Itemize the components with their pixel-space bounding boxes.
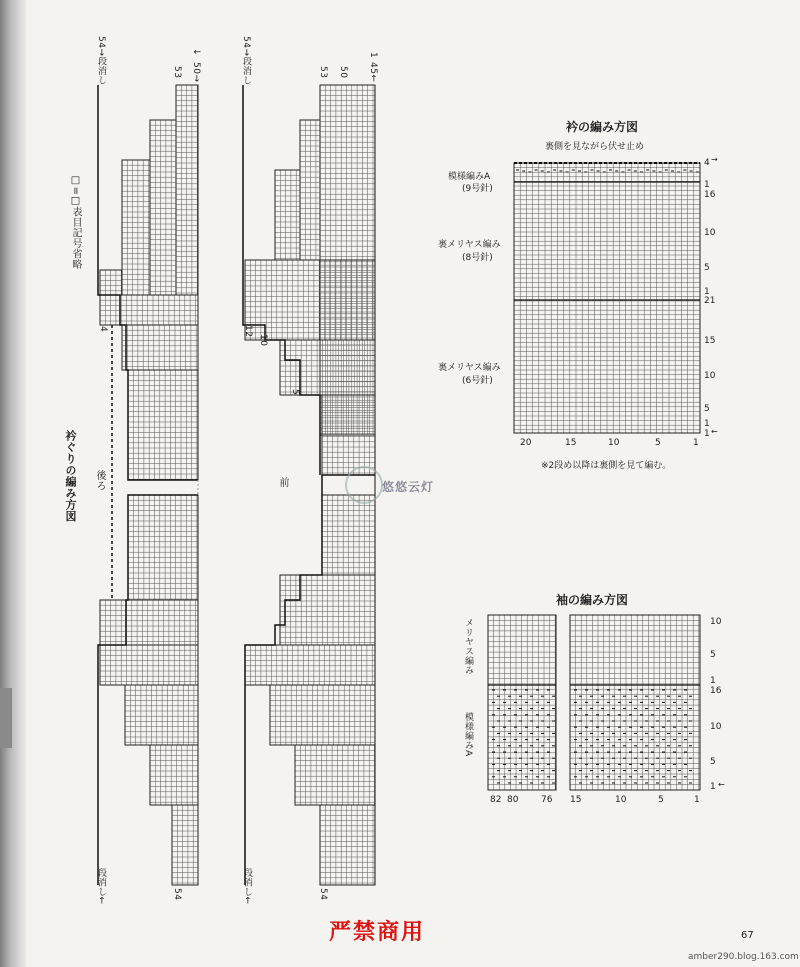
back-top-arrow: ↓ xyxy=(191,48,201,57)
back-top-num-50: 50→ xyxy=(191,62,201,83)
collar-rev-st-6: 裏メリヤス編み xyxy=(438,363,501,373)
no-commercial-watermark: 严禁商用 xyxy=(329,920,426,945)
page-number: 67 xyxy=(741,930,754,941)
sleeve-row-10a: 10 xyxy=(710,617,722,627)
back-lower-body-grid xyxy=(128,495,198,600)
collar-pattern-a-needle: (9号針) xyxy=(462,184,493,194)
back-label: 後ろ xyxy=(94,470,105,491)
collar-arrow-bottom: ← xyxy=(711,427,718,436)
collar-grid xyxy=(514,163,700,433)
collar-needle-8: (8号針) xyxy=(462,253,493,263)
front-bottom-grid-d xyxy=(320,805,375,885)
sleeve-row-1b: 1 xyxy=(710,782,716,792)
back-top-grid-d xyxy=(100,270,122,295)
collar-col-15: 15 xyxy=(565,438,577,448)
back-step-grid-2-border xyxy=(100,600,198,645)
collar-row-1b: 1 xyxy=(704,287,710,297)
front-bottom-grid-c xyxy=(295,745,375,805)
back-bottom-grid-b xyxy=(125,685,198,745)
front-center-grid-2 xyxy=(322,495,375,575)
back-shoulder-grid xyxy=(100,295,198,325)
blog-url: amber290.blog.163.com xyxy=(688,952,799,962)
sleeve-col-5: 5 xyxy=(658,795,664,805)
back-top-note: 54→段消し xyxy=(96,36,106,85)
front-lower-neck-grid xyxy=(280,575,375,645)
back-bottom-grid-c xyxy=(150,745,198,805)
sleeve-chart-title: 袖の編み方図 xyxy=(556,593,629,607)
sleeve-col-10: 10 xyxy=(615,795,627,805)
back-row-mark: 4 xyxy=(98,326,108,333)
collar-row-21: 21 xyxy=(704,296,716,306)
collar-row-16: 16 xyxy=(704,190,716,200)
sleeve-col-15: 15 xyxy=(570,795,582,805)
back-bottom-grid-d-border xyxy=(172,805,198,885)
collar-col-10: 10 xyxy=(608,438,620,448)
back-bottom-grid-c-border xyxy=(150,745,198,805)
collar-row-5b: 5 xyxy=(704,404,710,414)
back-top-num-53: 53 xyxy=(172,66,182,79)
front-row-mark-5: 5 xyxy=(290,389,300,396)
collar-row-15: 15 xyxy=(704,336,716,346)
front-top-grid-b xyxy=(300,120,320,260)
front-bottom-grid-b xyxy=(270,685,375,745)
collar-row-1c: 1 xyxy=(704,419,710,429)
back-top-grid-d-border xyxy=(100,270,122,295)
collar-row-4: 4 xyxy=(704,158,710,168)
front-top-arrow: 1 xyxy=(368,52,378,59)
front-bottom-note: 段消し← xyxy=(242,868,252,905)
symbol-legend: □=□表目記号省略 xyxy=(70,175,81,270)
back-bottom-grid-a xyxy=(100,645,198,685)
front-top-num-50: 50 xyxy=(338,66,348,79)
collar-top-note: 裏側を見ながら伏せ止め xyxy=(545,142,645,152)
collar-col-5: 5 xyxy=(655,438,661,448)
sleeve-stockinette: メリヤス編み xyxy=(463,618,473,675)
front-top-grid-c xyxy=(275,170,300,260)
sleeve-pattern-a: 模様編みA xyxy=(463,712,473,757)
back-step-grid-2 xyxy=(100,600,198,645)
front-row-mark-10: 10 xyxy=(258,334,268,347)
back-bottom-grid-b-border xyxy=(125,685,198,745)
logo-text: 悠悠云灯 xyxy=(382,480,435,494)
back-shoulder-grid-border xyxy=(100,295,198,325)
back-bottom-grid-a-border xyxy=(100,645,198,685)
back-upper-body-grid xyxy=(128,370,198,480)
front-bottom-grid-d-border xyxy=(320,805,375,885)
sleeve-row-10b: 10 xyxy=(710,722,722,732)
collar-needle-6: (6号針) xyxy=(462,376,493,386)
sleeve-col-82: 82 xyxy=(490,795,502,805)
back-top-grid-a-border xyxy=(176,85,198,295)
sleeve-arrow: ← xyxy=(718,780,725,789)
collar-col-1: 1 xyxy=(693,438,699,448)
sleeve-grid-left xyxy=(488,615,556,790)
front-top-num-45: 45← xyxy=(368,62,378,83)
collar-arrow-top: → xyxy=(711,155,718,164)
sleeve-row-1a: 1 xyxy=(710,676,716,686)
collar-rev-st-8: 裏メリヤス編み xyxy=(438,240,501,250)
front-top-note: 54→段消し xyxy=(241,36,251,85)
front-neck-grid-2 xyxy=(280,340,375,395)
collar-col-20: 20 xyxy=(520,438,532,448)
collar-row-1d: 1 xyxy=(704,429,710,439)
sleeve-row-16: 16 xyxy=(710,686,722,696)
collar-pattern-a: 模様編みA xyxy=(448,172,491,182)
sleeve-col-80: 80 xyxy=(507,795,519,805)
collar-row-1a: 1 xyxy=(704,180,710,190)
sleeve-row-5a: 5 xyxy=(710,650,716,660)
logo-icon xyxy=(345,466,383,504)
sleeve-col-76: 76 xyxy=(541,795,553,805)
front-bottom-num: 54 xyxy=(318,888,328,901)
collar-chart-title: 衿の編み方図 xyxy=(566,120,639,134)
front-bottom-grid-c-border xyxy=(295,745,375,805)
front-bottom-grid-a-border xyxy=(245,645,375,685)
back-step-grid-1-border xyxy=(122,325,198,370)
collar-row-5a: 5 xyxy=(704,263,710,273)
back-bottom-num: 54 xyxy=(172,888,182,901)
back-top-grid-b xyxy=(150,120,176,295)
back-top-grid-a xyxy=(176,85,198,295)
back-top-grid-c xyxy=(122,160,150,295)
back-step-grid-1 xyxy=(122,325,198,370)
neck-section-title: 衿ぐりの編み方図 xyxy=(64,430,77,522)
back-bottom-note: 段消し← xyxy=(96,868,106,905)
front-row-mark-12: 12 xyxy=(243,325,253,338)
back-bottom-grid-d xyxy=(172,805,198,885)
collar-row-10a: 10 xyxy=(704,228,716,238)
sleeve-grid-right xyxy=(570,615,700,790)
sleeve-row-5b: 5 xyxy=(710,757,716,767)
collar-footnote: ※2段め以降は裏側を見て編む。 xyxy=(541,461,672,471)
sleeve-col-1: 1 xyxy=(694,795,700,805)
front-bottom-grid-a xyxy=(245,645,375,685)
collar-row-10b: 10 xyxy=(704,371,716,381)
front-label: 前 xyxy=(277,477,288,488)
front-top-num-53: 53 xyxy=(318,66,328,79)
